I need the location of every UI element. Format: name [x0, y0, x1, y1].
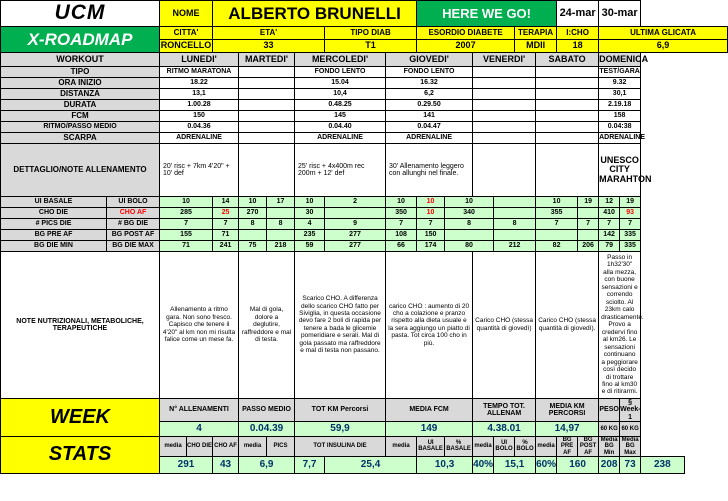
- gl2-c6: 9: [325, 219, 386, 230]
- gl2-c9: 8: [445, 219, 494, 230]
- sub-v2-3: 40%: [473, 456, 494, 473]
- stat-value-week-1: 60 KG: [620, 421, 641, 436]
- gl3-c11: [536, 230, 578, 241]
- gl0-c13: 12: [599, 197, 620, 208]
- fcm-martedi: [239, 111, 295, 122]
- gl0-c12: 19: [578, 197, 599, 208]
- ritmo-martedi: [239, 122, 295, 133]
- gl2-c4: 8: [267, 219, 295, 230]
- gl2-c2: 7: [213, 219, 239, 230]
- terapia-value: MDII: [515, 40, 557, 53]
- col-giovedi: GIOVEDI': [386, 53, 473, 67]
- fcm-mercoledi: 145: [295, 111, 386, 122]
- tipodiab-value: T1: [325, 40, 417, 53]
- fcm-lunedi: 150: [160, 111, 239, 122]
- gl3-c14: 335: [620, 230, 641, 241]
- tipo-mercoledi: FONDO LENTO: [295, 67, 386, 78]
- citta-label: CITTA': [160, 27, 213, 40]
- dettaglio-giovedi: 30' Allenamento leggero con allunghi nel finale.: [386, 144, 473, 197]
- tipo-martedi: [239, 67, 295, 78]
- durata-venerdi: [473, 100, 536, 111]
- gl3-c12: [578, 230, 599, 241]
- gl3-c4: [267, 230, 295, 241]
- sub-l2-5: BG POST AF: [578, 436, 599, 456]
- terapia-label: TERAPIA: [515, 27, 557, 40]
- sub-l2-0: CHO AF: [213, 436, 239, 456]
- col-lunedi: LUNEDI': [160, 53, 239, 67]
- date-to: 30-mar: [599, 1, 641, 27]
- gl0-c8: 10: [417, 197, 445, 208]
- sub-pre-3: media: [386, 436, 417, 456]
- gl3-c8: 150: [417, 230, 445, 241]
- gl1-c9: 340: [445, 208, 494, 219]
- sub-l1-6: Media BG Min: [600, 436, 618, 456]
- tipodiab-label: TIPO DIAB: [325, 27, 417, 40]
- sub-l1-2: TOT INSULINA DIE: [295, 436, 386, 456]
- esordio-label: ESORDIO DIABETE: [417, 27, 515, 40]
- gl2-c10: 8: [494, 219, 536, 230]
- icho-label: I:CHO: [557, 27, 599, 40]
- stat-value-media-fcm: 149: [386, 421, 473, 436]
- nome-label: NOME: [160, 1, 213, 27]
- durata-giovedi: 0.29.50: [386, 100, 473, 111]
- gl2-c13: 7: [599, 219, 620, 230]
- gl1-c3: 270: [239, 208, 267, 219]
- note-domenica: Passo in 1h32'30" alla mezza, con buone sensazioni e correndo sciolto. Al 23km calo drasticamente. Provo a credervi fino al km26. Le sensazioni continuano a peggiorare così decido di trottare fino al km30 e di ritirarmi.: [599, 252, 641, 399]
- sub-v1-7: 238: [641, 456, 684, 473]
- gl2-c1: 7: [160, 219, 213, 230]
- gl4-c7: 66: [386, 241, 417, 252]
- ritmo-lunedi: 0.04.36: [160, 122, 239, 133]
- scarpa-mercoledi: ADRENALINE: [295, 133, 386, 144]
- gl4-c5: 59: [295, 241, 325, 252]
- scarpa-martedi: [239, 133, 295, 144]
- row-label-dettaglio: DETTAGLIO/NOTE ALLENAMENTO: [1, 144, 160, 197]
- dettaglio-mercoledi: 25' risc + 4x400m rec 200m + 12' def: [295, 144, 386, 197]
- citta-value: RONCELLO: [160, 40, 213, 53]
- fcm-sabato: [536, 111, 599, 122]
- ora-giovedi: 16.32: [386, 78, 473, 89]
- stat-label-allenamenti: N° ALLENAMENTI: [160, 398, 239, 421]
- stat-label-media-fcm: MEDIA FCM: [386, 398, 473, 421]
- scarpa-domenica: ADRENALINE: [599, 133, 641, 144]
- dettaglio-martedi: [239, 144, 295, 197]
- gl4-c10: 212: [494, 241, 536, 252]
- durata-martedi: [239, 100, 295, 111]
- stat-label-week-1: § Week-1: [620, 398, 641, 421]
- tipo-lunedi: RITMO MARATONA: [160, 67, 239, 78]
- sub-pre-5: media: [536, 436, 557, 456]
- gl1-c11: 355: [536, 208, 578, 219]
- stat-value-media-km: 14,97: [536, 421, 599, 436]
- gl3-c3: [239, 230, 267, 241]
- tipo-venerdi: [473, 67, 536, 78]
- ora-mercoledi: 15.04: [295, 78, 386, 89]
- stat-value-passo-medio: 0.04.39: [239, 421, 295, 436]
- ritmo-mercoledi: 0.04.40: [295, 122, 386, 133]
- gl-label-bg-die-max: BG DIE MAX: [107, 241, 160, 252]
- motto: HERE WE GO!: [417, 1, 557, 27]
- sub-v2-1: 7,7: [295, 456, 325, 473]
- sub-l1-0: CHO DIE: [187, 436, 213, 456]
- durata-domenica: 2.19.18: [599, 100, 641, 111]
- ora-domenica: 9.32: [599, 78, 641, 89]
- sub-v1-4: 15,1: [494, 456, 536, 473]
- gl1-c5: 30: [295, 208, 325, 219]
- stat-label-media-km: MEDIA KM PERCORSI: [536, 398, 599, 421]
- gl4-c1: 71: [160, 241, 213, 252]
- gl3-c10: [494, 230, 536, 241]
- row-label-note-nutrizionali: NOTE NUTRIZIONALI, METABOLICHE, TERAPEUTICHE: [1, 252, 160, 399]
- note-mercoledi: Scarico CHO. A differenza dello scarico CHO fatto per Siviglia, in questa occasione devo fare 2 boli di rapida per tenere a bada le glicemie pomeridiare e serali. Mal di gola passato ma raffreddore e mal di testa non passano.: [295, 252, 386, 399]
- date-from: 24-mar: [557, 1, 599, 27]
- gl-label-ui-basale: UI BASALE: [1, 197, 107, 208]
- note-giovedi: carico CHO : aumento di 20 cho a colazione e pranzo rispetto alla dieta usuale e la sera aggiungo un piatto di pasta. Tot circa 100 cho in più.: [386, 252, 473, 399]
- gl0-c9: 10: [445, 197, 494, 208]
- stat-value-tempo-tot: 4.38.01: [473, 421, 536, 436]
- note-martedi: Mal di gola, dolore a deglutire, raffreddore e mal di testa.: [239, 252, 295, 399]
- sub-v1-2: 25,4: [325, 456, 417, 473]
- gl4-c14: 335: [620, 241, 641, 252]
- ritmo-giovedi: 0.04.47: [386, 122, 473, 133]
- gl0-c7: 10: [386, 197, 417, 208]
- gl-label-cho-die: CHO DIE: [1, 208, 107, 219]
- gl2-c11: 7: [536, 219, 578, 230]
- stat-value-allenamenti: 4: [160, 421, 239, 436]
- eta-label: ETA': [213, 27, 325, 40]
- stat-label-tot-km: TOT KM Percorsi: [295, 398, 386, 421]
- gl-label-cho-af: CHO AF: [107, 208, 160, 219]
- sub-l2-4: % BOLO: [515, 436, 536, 456]
- row-label-ritmo: RITMO/PASSO MEDIO: [1, 122, 160, 133]
- gl0-c3: 10: [239, 197, 267, 208]
- gl2-c8: 7: [417, 219, 445, 230]
- gl0-c2: 14: [213, 197, 239, 208]
- gl1-c13: 410: [599, 208, 620, 219]
- gl4-c2: 241: [213, 241, 239, 252]
- logo: UCM: [1, 1, 160, 27]
- gl0-c11: 10: [536, 197, 578, 208]
- gl-label-bg-post-af: BG POST AF: [107, 230, 160, 241]
- sub-v1-6: 73: [620, 456, 641, 473]
- ora-venerdi: [473, 78, 536, 89]
- stat-value-peso: 60 KG: [599, 421, 620, 436]
- gl3-c2: 71: [213, 230, 239, 241]
- gl4-c3: 75: [239, 241, 267, 252]
- gl0-c4: 17: [267, 197, 295, 208]
- sub-l1-3: UI BASALE: [417, 436, 445, 456]
- gl1-c7: 350: [386, 208, 417, 219]
- gl1-c14: 93: [620, 208, 641, 219]
- fcm-venerdi: [473, 111, 536, 122]
- week-stats-title-1: WEEK: [1, 398, 160, 436]
- sub-v1-3: 10,3: [417, 456, 473, 473]
- gl4-c12: 206: [578, 241, 599, 252]
- gl2-c5: 4: [295, 219, 325, 230]
- durata-lunedi: 1.00.28: [160, 100, 239, 111]
- gl3-c1: 155: [160, 230, 213, 241]
- gl1-c1: 285: [160, 208, 213, 219]
- ritmo-venerdi: [473, 122, 536, 133]
- week-stats-title-2: STATS: [1, 436, 160, 473]
- durata-mercoledi: 0.48.25: [295, 100, 386, 111]
- col-venerdi: VENERDI': [473, 53, 536, 67]
- esordio-value: 2007: [417, 40, 515, 53]
- col-martedi: MARTEDI': [239, 53, 295, 67]
- sub-v1-5: 160: [557, 456, 599, 473]
- gl3-c9: [445, 230, 494, 241]
- scarpa-giovedi: ADRENALINE: [386, 133, 473, 144]
- tipo-giovedi: FONDO LENTO: [386, 67, 473, 78]
- gl1-c2: 25: [213, 208, 239, 219]
- stat-label-passo-medio: PASSO MEDIO: [239, 398, 295, 421]
- gl0-c6: 2: [325, 197, 386, 208]
- gl0-c5: 10: [295, 197, 325, 208]
- distanza-lunedi: 13,1: [160, 89, 239, 100]
- sub-v2-4: 60%: [536, 456, 557, 473]
- scarpa-sabato: [536, 133, 599, 144]
- gl1-c6: [325, 208, 386, 219]
- eta-value: 33: [213, 40, 325, 53]
- stat-label-peso: PESO: [599, 398, 620, 421]
- gl2-c3: 8: [239, 219, 267, 230]
- distanza-martedi: [239, 89, 295, 100]
- row-label-ora: ORA INIZIO: [1, 78, 160, 89]
- gl4-c13: 79: [599, 241, 620, 252]
- gl4-c8: 174: [417, 241, 445, 252]
- note-sabato: Carico CHO (stessa quantità di giovedì).: [536, 252, 599, 399]
- col-workout: WORKOUT: [1, 53, 160, 67]
- durata-sabato: [536, 100, 599, 111]
- dettaglio-domenica: UNESCO CITY MARAHTON: [599, 144, 641, 197]
- sub-v2-5: 208: [599, 456, 620, 473]
- gl3-c13: 142: [599, 230, 620, 241]
- gl4-c4: 218: [267, 241, 295, 252]
- sub-l1-4: UI BOLO: [494, 436, 515, 456]
- row-label-distanza: DISTANZA: [1, 89, 160, 100]
- ora-sabato: [536, 78, 599, 89]
- gl1-c4: [267, 208, 295, 219]
- gl1-c8: 10: [417, 208, 445, 219]
- sub-pre-1: media: [239, 436, 267, 456]
- sub-v1-0: 291: [160, 456, 213, 473]
- row-label-tipo: TIPO: [1, 67, 160, 78]
- glicata-value: 6,9: [599, 40, 728, 53]
- sub-l1-1: PICS: [267, 436, 295, 456]
- row-label-scarpa: SCARPA: [1, 133, 160, 144]
- tipo-domenica: TEST/GARA: [599, 67, 641, 78]
- col-domenica: DOMENICA: [599, 53, 641, 67]
- gl3-c6: 277: [325, 230, 386, 241]
- dettaglio-lunedi: 20' risc + 7km 4'20" + 10' def: [160, 144, 239, 197]
- sub-pre-0: media: [160, 436, 187, 456]
- distanza-mercoledi: 10,4: [295, 89, 386, 100]
- gl2-c12: 7: [578, 219, 599, 230]
- scarpa-lunedi: ADRENALINE: [160, 133, 239, 144]
- fcm-giovedi: 141: [386, 111, 473, 122]
- sheet-title: X-ROADMAP: [1, 27, 160, 53]
- gl4-c11: 82: [536, 241, 578, 252]
- stat-label-tempo-tot: TEMPO TOT. ALLENAM: [473, 398, 536, 421]
- gl0-c14: 19: [620, 197, 641, 208]
- gl2-c7: 7: [386, 219, 417, 230]
- sub-pre-4: media: [473, 436, 494, 456]
- dettaglio-sabato: [536, 144, 599, 197]
- note-lunedi: Allenamento a ritmo gara. Non sono fresco. Capisco che tenere il 4'20" al km non mi risulta falice come un mese fa.: [160, 252, 239, 399]
- distanza-sabato: [536, 89, 599, 100]
- sub-v2-0: 43: [213, 456, 239, 473]
- sub-l1-7: Media BG Max: [621, 436, 639, 456]
- distanza-venerdi: [473, 89, 536, 100]
- gl4-c9: 80: [445, 241, 494, 252]
- gl1-c12: [578, 208, 599, 219]
- ora-lunedi: 18.22: [160, 78, 239, 89]
- icho-value: 18: [557, 40, 599, 53]
- sub-l2-3: % BASALE: [445, 436, 473, 456]
- glicata-label: ULTIMA GLICATA: [599, 27, 728, 40]
- gl-label-ui-bolo: UI BOLO: [107, 197, 160, 208]
- col-mercoledi: MERCOLEDI': [295, 53, 386, 67]
- sub-v1-1: 6,9: [239, 456, 295, 473]
- sub-l1-5: BG PRE AF: [557, 436, 578, 456]
- gl0-c1: 10: [160, 197, 213, 208]
- ritmo-domenica: 0.04:38: [599, 122, 641, 133]
- gl2-c14: 7: [620, 219, 641, 230]
- tipo-sabato: [536, 67, 599, 78]
- fcm-domenica: 158: [599, 111, 641, 122]
- distanza-giovedi: 6,2: [386, 89, 473, 100]
- gl-label-bg-pre-af: BG PRE AF: [1, 230, 107, 241]
- athlete-name: ALBERTO BRUNELLI: [213, 1, 417, 27]
- gl3-c7: 108: [386, 230, 417, 241]
- gl1-c10: [494, 208, 536, 219]
- dettaglio-venerdi: [473, 144, 536, 197]
- row-label-durata: DURATA: [1, 100, 160, 111]
- ora-martedi: [239, 78, 295, 89]
- distanza-domenica: 30,1: [599, 89, 641, 100]
- gl-label-bg-die-min: BG DIE MIN: [1, 241, 107, 252]
- scarpa-venerdi: [473, 133, 536, 144]
- col-sabato: SABATO: [536, 53, 599, 67]
- gl4-c6: 277: [325, 241, 386, 252]
- gl-label-pics-die: # PICS DIE: [1, 219, 107, 230]
- row-label-fcm: FCM: [1, 111, 160, 122]
- ritmo-sabato: [536, 122, 599, 133]
- stat-value-tot-km: 59,9: [295, 421, 386, 436]
- gl3-c5: 235: [295, 230, 325, 241]
- gl0-c10: [494, 197, 536, 208]
- note-venerdi: Carico CHO (stessa quantità di giovedì): [473, 252, 536, 399]
- gl-label-bg-die: # BG DIE: [107, 219, 160, 230]
